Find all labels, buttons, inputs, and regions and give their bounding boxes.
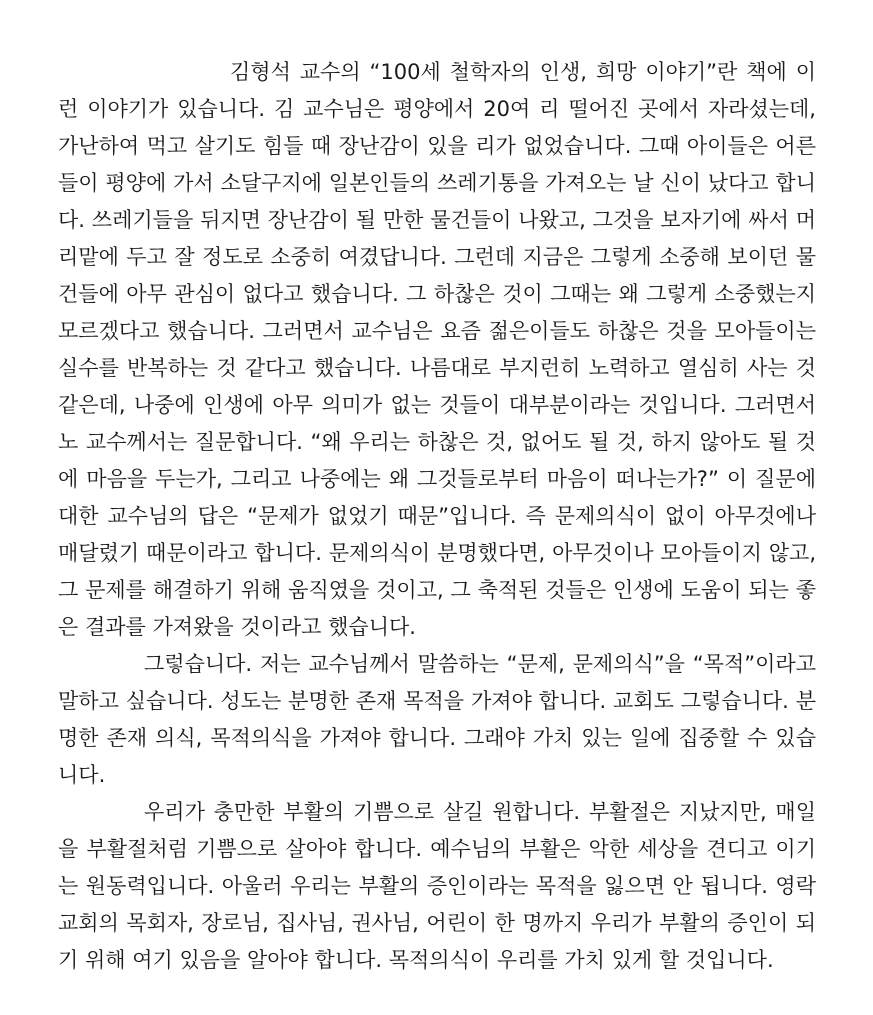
paragraph-3: 우리가 충만한 부활의 기쁨으로 살길 원합니다. 부활절은 지났지만, 매일을 부활절처럼 기쁨으로 살아야 합니다. 예수님의 부활은 악한 세상을 견디고 이기는 원동력입니다. 아울러 우리는 부활의 증인이라는 목적을 잃으면 안 됩니다. 영락교회의 목회자, 장로님, 집사님, 권사님, 어린이 한 명까지 우리가 부활의 증인이 되기 위해 여기 있음을 알아야 합니다. 목적의식이 우리를 가치 있게 할 것입니다.: [58, 800, 816, 972]
paragraph-2: 그렇습니다. 저는 교수님께서 말씀하는 “문제, 문제의식”을 “목적”이라고 말하고 싶습니다. 성도는 분명한 존재 목적을 가져야 합니다. 교회도 그렇습니다. 분명한 존재 의식, 목적의식을 가져야 합니다. 그래야 가치 있는 일에 집중할 수 있습니다.: [58, 652, 816, 787]
document-body: [58, 54, 816, 979]
paragraph-1: 김형석 교수의 “100세 철학자의 인생, 희망 이야기”란 책에 이런 이야기가 있습니다. 김 교수님은 평양에서 20여 리 떨어진 곳에서 자라셨는데, 가난하여 먹고 살기도 힘들 때 장난감이 있을 리가 없었습니다. 그때 아이들은 어른들이 평양에 가서 소달구지에 일본인들의 쓰레기통을 가져오는 날 신이 났다고 합니다. 쓰레기들을 뒤지면 장난감이 될 만한 물건들이 나왔고, 그것을 보자기에 싸서 머리맡에 두고 잘 정도로 소중히 여겼답니다. 그런데 지금은 그렇게 소중해 보이던 물건들에 아무 관심이 없다고 했습니다. 그 하찮은 것이 그때는 왜 그렇게 소중했는지 모르겠다고 했습니다. 그러면서 교수님은 요즘 젊은이들도 하찮은 것을 모아들이는 실수를 반복하는 것 같다고 했습니다. 나름대로 부지런히 노력하고 열심히 사는 것 같은데, 나중에 인생에 아무 의미가 없는 것들이 대부분이라는 것입니다. 그러면서 노 교수께서는 질문합니다. “왜 우리는 하찮은 것, 없어도 될 것, 하지 않아도 될 것에 마음을 두는가, 그리고 나중에는 왜 그것들로부터 마음이 떠나는가?” 이 질문에 대한 교수님의 답은 “문제가 없었기 때문”입니다. 즉 문제의식이 없이 아무것에나 매달렸기 때문이라고 합니다. 문제의식이 분명했다면, 아무것이나 모아들이지 않고, 그 문제를 해결하기 위해 움직였을 것이고, 그 축적된 것들은 인생에 도움이 되는 좋은 결과를 가져왔을 것이라고 했습니다.: [58, 60, 816, 639]
